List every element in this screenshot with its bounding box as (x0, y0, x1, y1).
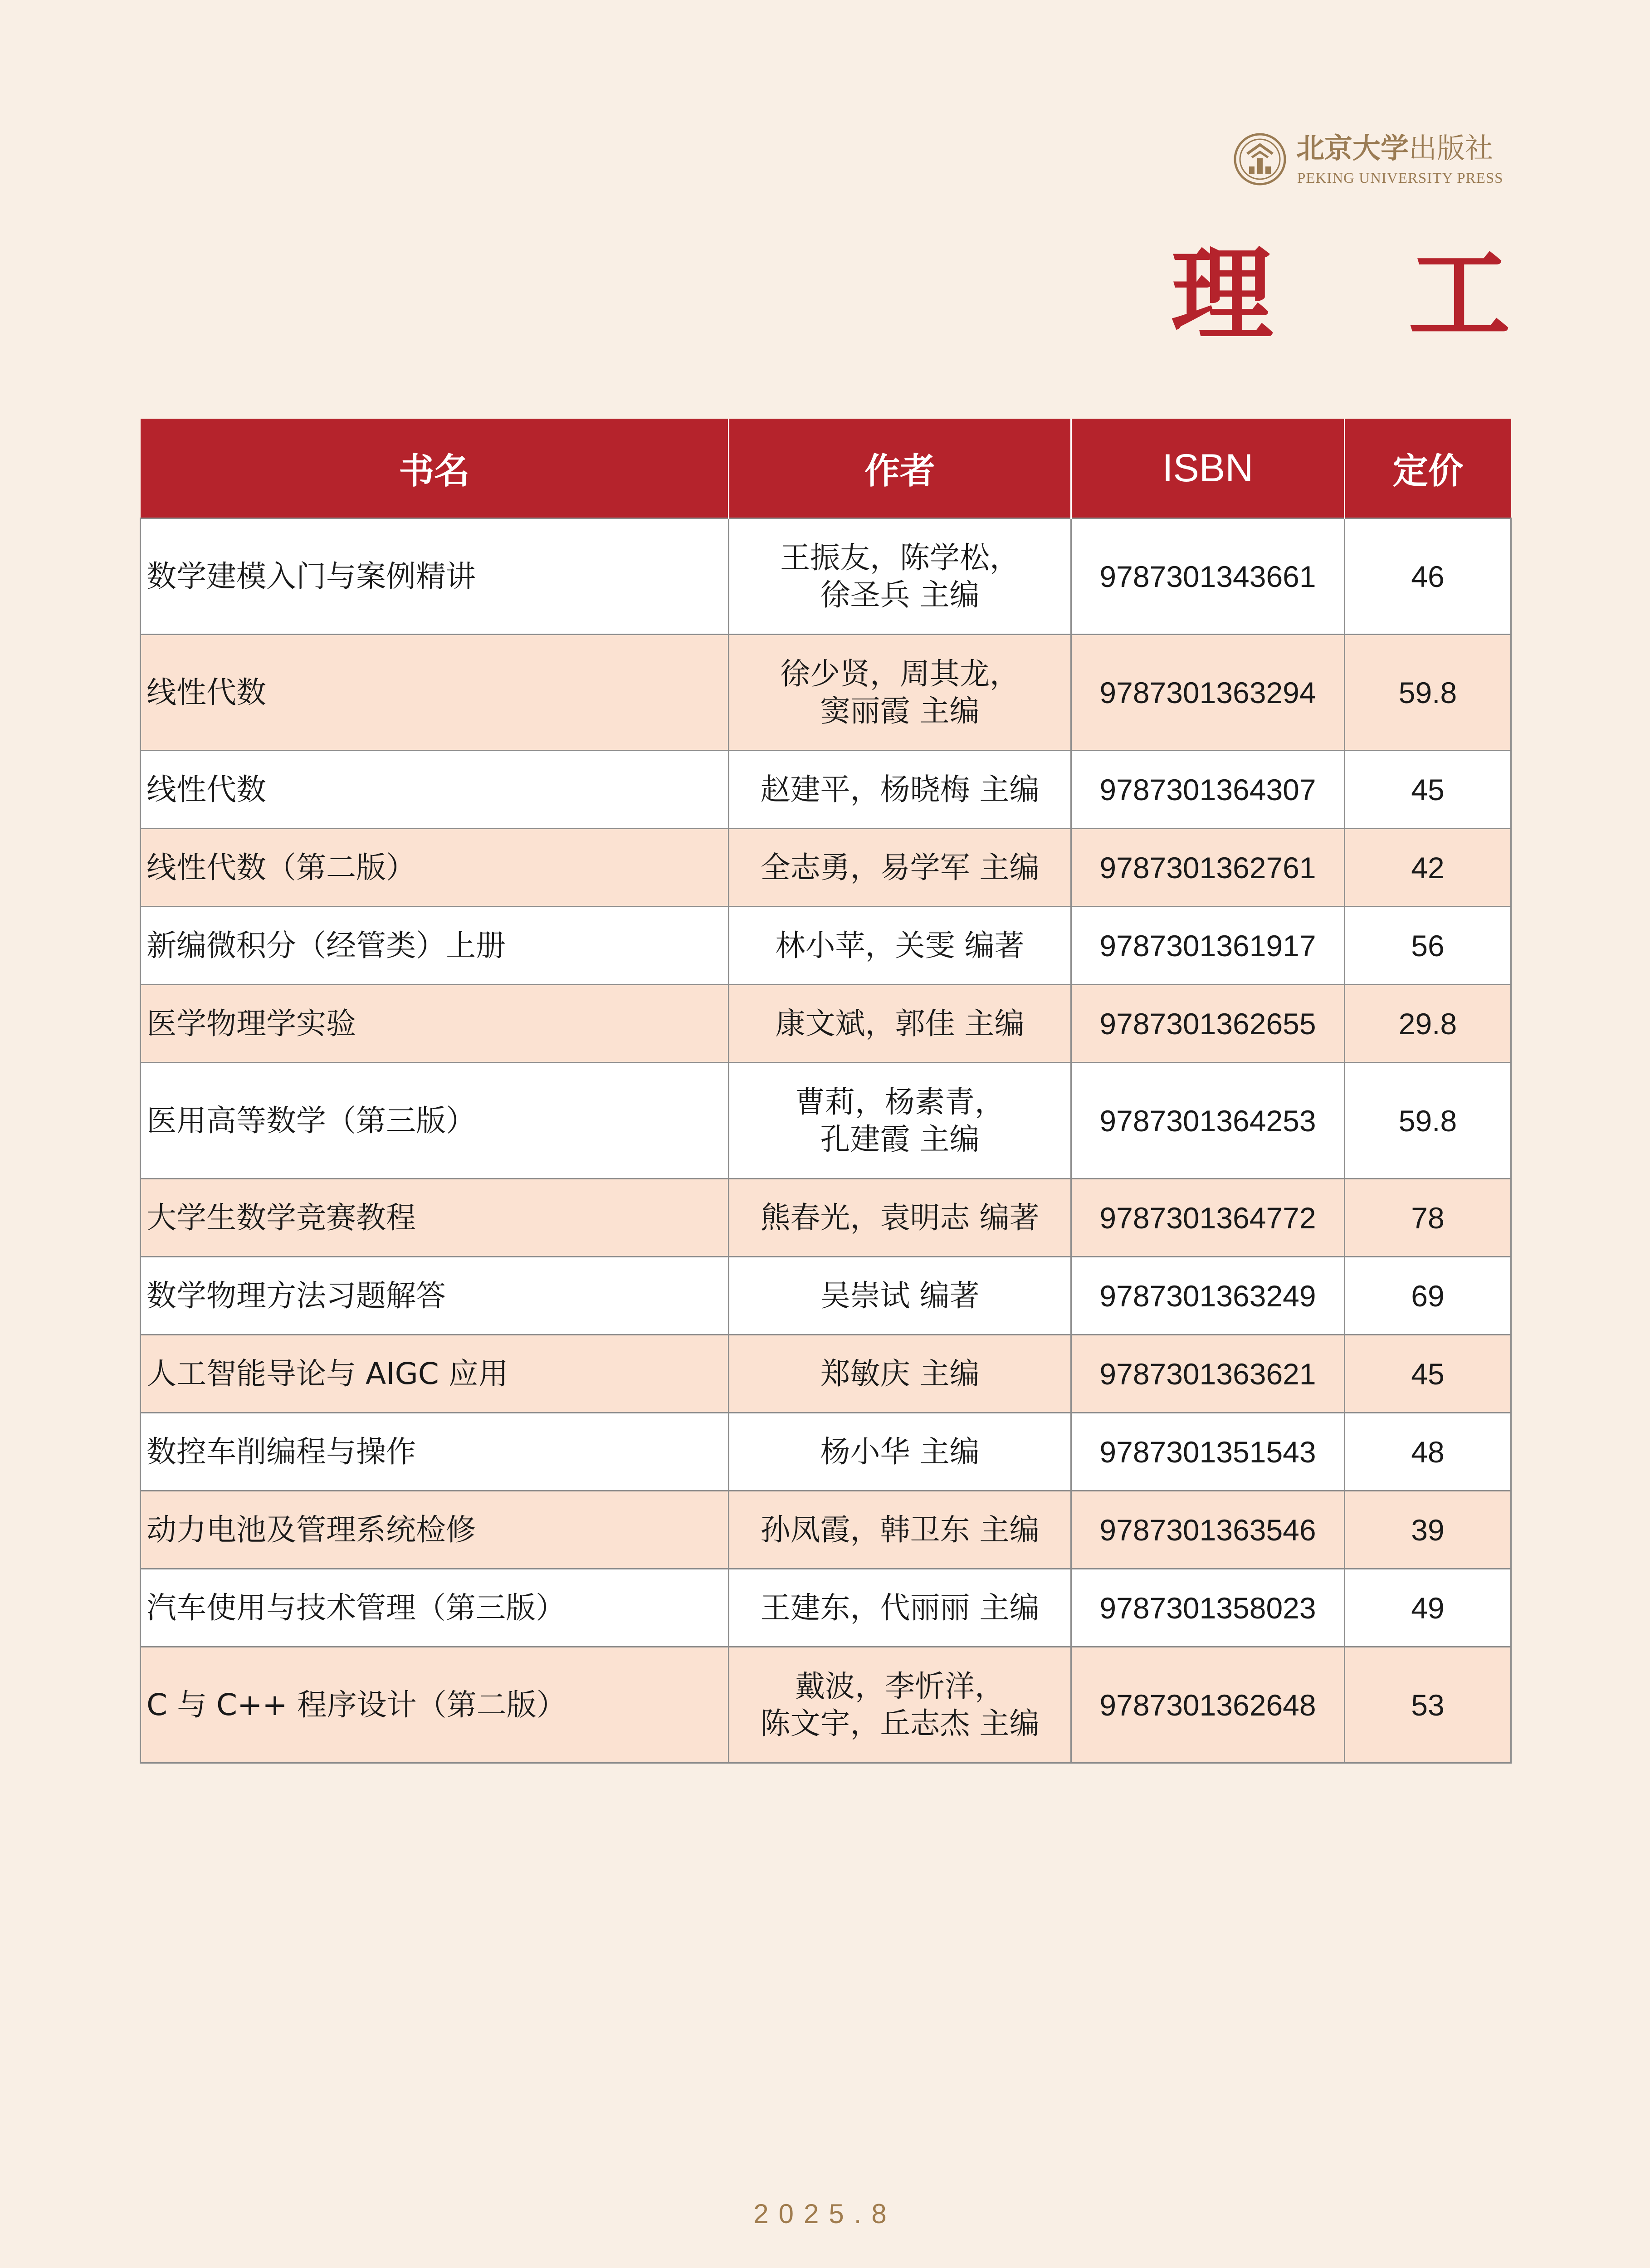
table-row (141, 985, 1511, 1063)
peking-university-seal-icon (1234, 133, 1286, 186)
author-cell (729, 518, 1071, 635)
table-row (141, 1647, 1511, 1763)
book-title-cell: 数学物理方法习题解答 (141, 1257, 729, 1335)
isbn-cell: 9787301362648 (1071, 1647, 1345, 1763)
table-row (141, 1335, 1511, 1413)
price-cell: 46 (1345, 518, 1511, 635)
price-cell: 42 (1345, 829, 1511, 907)
book-list-table (140, 419, 1512, 1764)
author-line: 熊春光，袁明志 编著 (760, 1200, 1040, 1235)
author-cell (729, 751, 1071, 829)
table-row (141, 829, 1511, 907)
author-cell (729, 829, 1071, 907)
table-row (141, 1063, 1511, 1179)
author-cell (729, 1413, 1071, 1491)
book-title-cell: 医学物理学实验 (141, 985, 729, 1063)
isbn-cell: 9787301362761 (1071, 829, 1345, 907)
price-cell: 29.8 (1345, 985, 1511, 1063)
book-title-cell: 新编微积分（经管类）上册 (141, 907, 729, 985)
price-cell: 39 (1345, 1491, 1511, 1569)
author-line: 王建东，代丽丽 主编 (760, 1590, 1040, 1625)
column-header-price: 定价 (1345, 419, 1511, 518)
author-cell (729, 1335, 1071, 1413)
price-cell: 48 (1345, 1413, 1511, 1491)
author-line: 孔建霞 主编 (820, 1121, 980, 1157)
isbn-cell: 9787301364253 (1071, 1063, 1345, 1179)
price-cell: 49 (1345, 1569, 1511, 1647)
author-cell (729, 1569, 1071, 1647)
author-cell (729, 1257, 1071, 1335)
author-line: 徐圣兵 主编 (820, 577, 980, 612)
book-title-cell: 大学生数学竞赛教程 (141, 1179, 729, 1257)
isbn-cell: 9787301362655 (1071, 985, 1345, 1063)
page-title: 理 工 (1171, 235, 1560, 355)
author-cell (729, 907, 1071, 985)
isbn-cell: 9787301351543 (1071, 1413, 1345, 1491)
isbn-cell: 9787301363546 (1071, 1491, 1345, 1569)
author-line: 曹莉，杨素青， (795, 1084, 1005, 1119)
table-row (141, 518, 1511, 635)
book-title-cell: 动力电池及管理系统检修 (141, 1491, 729, 1569)
isbn-cell: 9787301358023 (1071, 1569, 1345, 1647)
table-row (141, 1179, 1511, 1257)
author-line: 赵建平，杨晓梅 主编 (760, 772, 1040, 807)
author-line: 吴崇试 编著 (820, 1278, 980, 1313)
author-line: 窦丽霞 主编 (820, 693, 980, 728)
book-title-cell: 数控车削编程与操作 (141, 1413, 729, 1491)
isbn-cell: 9787301364772 (1071, 1179, 1345, 1257)
book-title-cell: C 与 C++ 程序设计（第二版） (141, 1647, 729, 1763)
price-cell: 45 (1345, 751, 1511, 829)
author-line: 全志勇，易学军 主编 (760, 850, 1040, 885)
author-cell (729, 635, 1071, 751)
author-line: 杨小华 主编 (820, 1434, 980, 1469)
author-line: 徐少贤，周其龙， (780, 656, 1020, 691)
isbn-cell: 9787301363249 (1071, 1257, 1345, 1335)
book-title-cell: 线性代数 (141, 635, 729, 751)
book-title-cell: 汽车使用与技术管理（第三版） (141, 1569, 729, 1647)
author-line: 郑敏庆 主编 (820, 1356, 980, 1391)
price-cell: 59.8 (1345, 1063, 1511, 1179)
table-row (141, 907, 1511, 985)
publisher-name-en: PEKING UNIVERSITY PRESS (1297, 170, 1504, 186)
publisher-name-cn: 北京大学出版社 (1296, 132, 1494, 165)
isbn-cell: 9787301343661 (1071, 518, 1345, 635)
isbn-cell: 9787301363621 (1071, 1335, 1345, 1413)
column-header-name: 书名 (141, 419, 729, 518)
book-title-cell: 医用高等数学（第三版） (141, 1063, 729, 1179)
publisher-logo (1234, 128, 1515, 192)
table-row (141, 751, 1511, 829)
price-cell: 78 (1345, 1179, 1511, 1257)
table-row (141, 1413, 1511, 1491)
author-line: 孙凤霞，韩卫东 主编 (760, 1512, 1040, 1547)
table-header-row (141, 419, 1511, 518)
author-line: 康文斌，郭佳 主编 (775, 1006, 1025, 1041)
author-cell (729, 1179, 1071, 1257)
table-row (141, 635, 1511, 751)
column-header-isbn: ISBN (1071, 419, 1345, 518)
price-cell: 53 (1345, 1647, 1511, 1763)
author-line: 戴波，李忻洋， (795, 1668, 1005, 1704)
author-cell (729, 1647, 1071, 1763)
book-title-cell: 人工智能导论与 AIGC 应用 (141, 1335, 729, 1413)
book-title-cell: 线性代数（第二版） (141, 829, 729, 907)
isbn-cell: 9787301363294 (1071, 635, 1345, 751)
footer-date: 2025.8 (753, 2199, 897, 2229)
table-row (141, 1257, 1511, 1335)
author-line: 林小苹，关雯 编著 (775, 928, 1025, 963)
author-cell (729, 1063, 1071, 1179)
author-cell (729, 1491, 1071, 1569)
price-cell: 59.8 (1345, 635, 1511, 751)
author-line: 王振友，陈学松， (780, 540, 1020, 575)
book-title-cell: 数学建模入门与案例精讲 (141, 518, 729, 635)
author-line: 陈文宇，丘志杰 主编 (760, 1706, 1040, 1741)
price-cell: 69 (1345, 1257, 1511, 1335)
table-row (141, 1569, 1511, 1647)
column-header-author: 作者 (729, 419, 1071, 518)
table-row (141, 1491, 1511, 1569)
price-cell: 45 (1345, 1335, 1511, 1413)
price-cell: 56 (1345, 907, 1511, 985)
book-title-cell: 线性代数 (141, 751, 729, 829)
isbn-cell: 9787301364307 (1071, 751, 1345, 829)
author-cell (729, 985, 1071, 1063)
isbn-cell: 9787301361917 (1071, 907, 1345, 985)
